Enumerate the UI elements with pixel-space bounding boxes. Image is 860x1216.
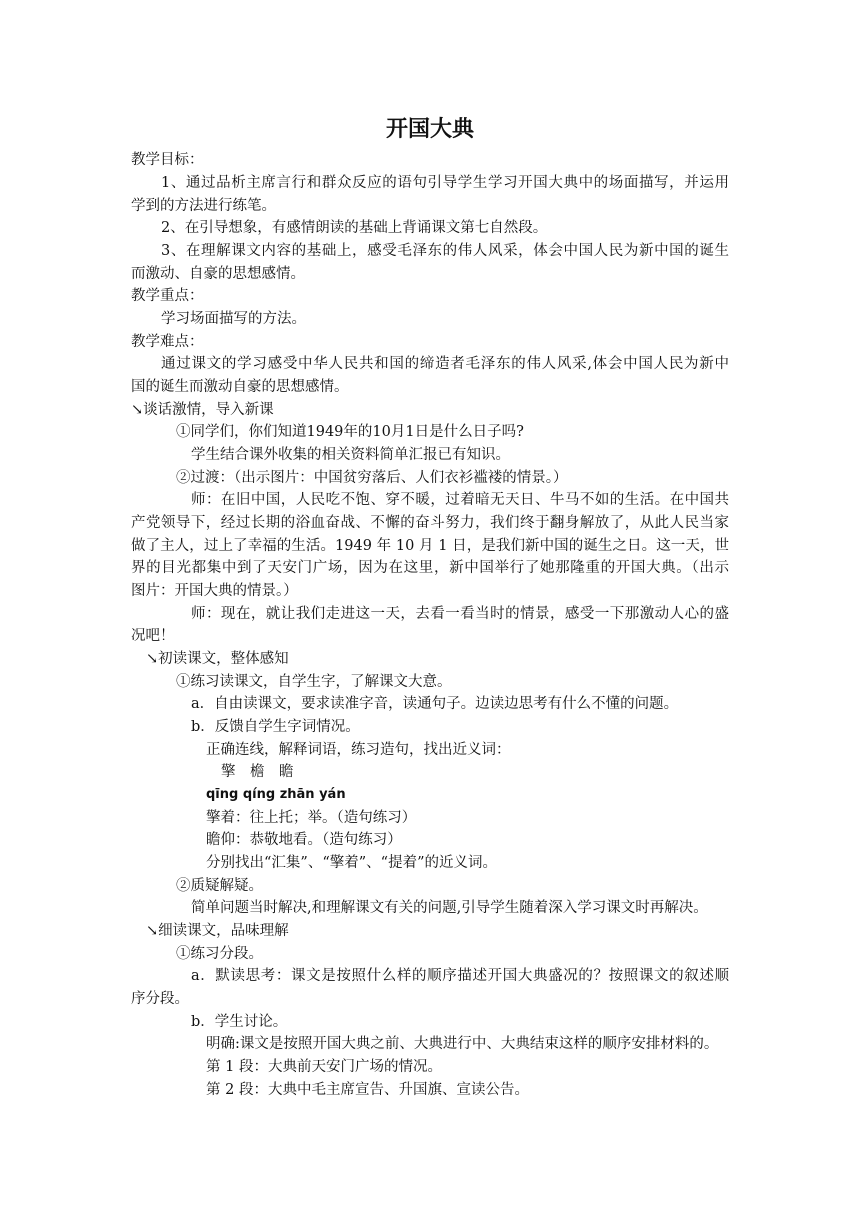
- teacher-speech-2-l2: 况吧！: [131, 628, 175, 644]
- segment-2: 第 2 段：大典中毛主席宣告、升国旗、宣读公告。: [206, 1082, 529, 1098]
- heading-objectives: 教学目标：: [131, 152, 204, 168]
- teacher-speech-1-l3: 做了主人，过上了幸福的生活。1949 年 10 月 1 日，是我们新中国的诞生之日。这一天，世: [131, 538, 729, 554]
- read-step-2: ②质疑解疑。: [176, 878, 263, 894]
- difficulty-cont: 国的诞生而激动自豪的思想感情。: [131, 379, 349, 395]
- vocab-characters: 擎 檐 瞻: [221, 764, 294, 780]
- section-3-heading: ↘细读课文，品味理解: [146, 923, 289, 939]
- detail-step-1a-cont: 序分段。: [131, 991, 189, 1007]
- objective-3: 3、在理解课文内容的基础上，感受毛泽东的伟人风采，体会中国人民为新中国的诞生: [161, 243, 729, 259]
- vocab-instructions: 正确连线，解释词语，练习造句，找出近义词：: [206, 742, 511, 758]
- difficulty: 通过课文的学习感受中华人民共和国的缔造者毛泽东的伟人风采,体会中国人民为新中: [161, 356, 729, 372]
- detail-clarification: 明确:课文是按照开国大典之前、大典进行中、大典结束这样的顺序安排材料的。: [206, 1036, 719, 1052]
- read-step-1b: b．反馈自学生字词情况。: [191, 719, 360, 735]
- detail-step-1b: b．学生讨论。: [191, 1014, 288, 1030]
- detail-step-1a: a．默读思考：课文是按照什么样的顺序描述开国大典盛况的？按照课文的叙述顺: [191, 968, 729, 984]
- vocab-synonyms: 分别找出“汇集”、“擎着”、“提着”的近义词。: [206, 855, 497, 871]
- read-step-1a: a．自由读课文，要求读准字音，读通句子。边读边思考有什么不懂的问题。: [191, 696, 679, 712]
- vocab-pinyin: qīng qíng zhān yán: [206, 787, 346, 802]
- vocab-qingzhe: 擎着：往上托；举。（造句练习）: [206, 810, 417, 826]
- teacher-speech-1-l2: 产党领导下，经过长期的浴血奋战、不懈的奋斗努力，我们终于翻身解放了，从此人民当家: [131, 515, 729, 531]
- objective-2: 2、在引导想象，有感情朗读的基础上背诵课文第七自然段。: [161, 220, 548, 236]
- step-2: ②过渡：（出示图片：中国贫穷落后、人们衣衫褴褛的情景。）: [176, 470, 568, 486]
- step-1: ①同学们，你们知道1949年的10月1日是什么日子吗?: [176, 424, 524, 440]
- section-2-heading: ↘初读课文，整体感知: [146, 651, 289, 667]
- read-step-2-note: 简单问题当时解决,和理解课文有关的问题,引导学生随着深入学习课文时再解决。: [191, 900, 708, 916]
- objective-3-cont: 而激动、自豪的思想感情。: [131, 266, 305, 282]
- read-step-1: ①练习读课文，自学生字，了解课文大意。: [176, 674, 452, 690]
- teacher-speech-1-l5: 图片：开国大典的情景。）: [131, 583, 298, 599]
- heading-difficulties: 教学难点：: [131, 334, 204, 350]
- detail-step-1: ①练习分段。: [176, 946, 263, 962]
- teacher-speech-1-l4: 界的目光都集中到了天安门广场，因为在这里，新中国举行了她那隆重的开国大典。（出示: [131, 560, 729, 576]
- teacher-speech-1: 师：在旧中国，人民吃不饱、穿不暖，过着暗无天日、牛马不如的生活。在中国共: [191, 492, 729, 508]
- step-1-note: 学生结合课外收集的相关资料简单汇报已有知识。: [191, 447, 510, 463]
- vocab-zhanyang: 瞻仰：恭敬地看。（造句练习）: [206, 832, 402, 848]
- heading-key-points: 教学重点：: [131, 288, 204, 304]
- objective-1: 1、通过品析主席言行和群众反应的语句引导学生学习开国大典中的场面描写，并运用: [161, 175, 729, 191]
- key-point: 学习场面描写的方法。: [161, 311, 306, 327]
- objective-1-cont: 学到的方法进行练笔。: [131, 198, 276, 214]
- teacher-speech-2: 师：现在，就让我们走进这一天，去看一看当时的情景，感受一下那激动人心的盛: [191, 606, 729, 622]
- segment-1: 第 1 段：大典前天安门广场的情况。: [206, 1059, 442, 1075]
- section-1-heading: ↘谈话激情，导入新课: [131, 402, 274, 418]
- document-title: 开国大典: [385, 117, 474, 142]
